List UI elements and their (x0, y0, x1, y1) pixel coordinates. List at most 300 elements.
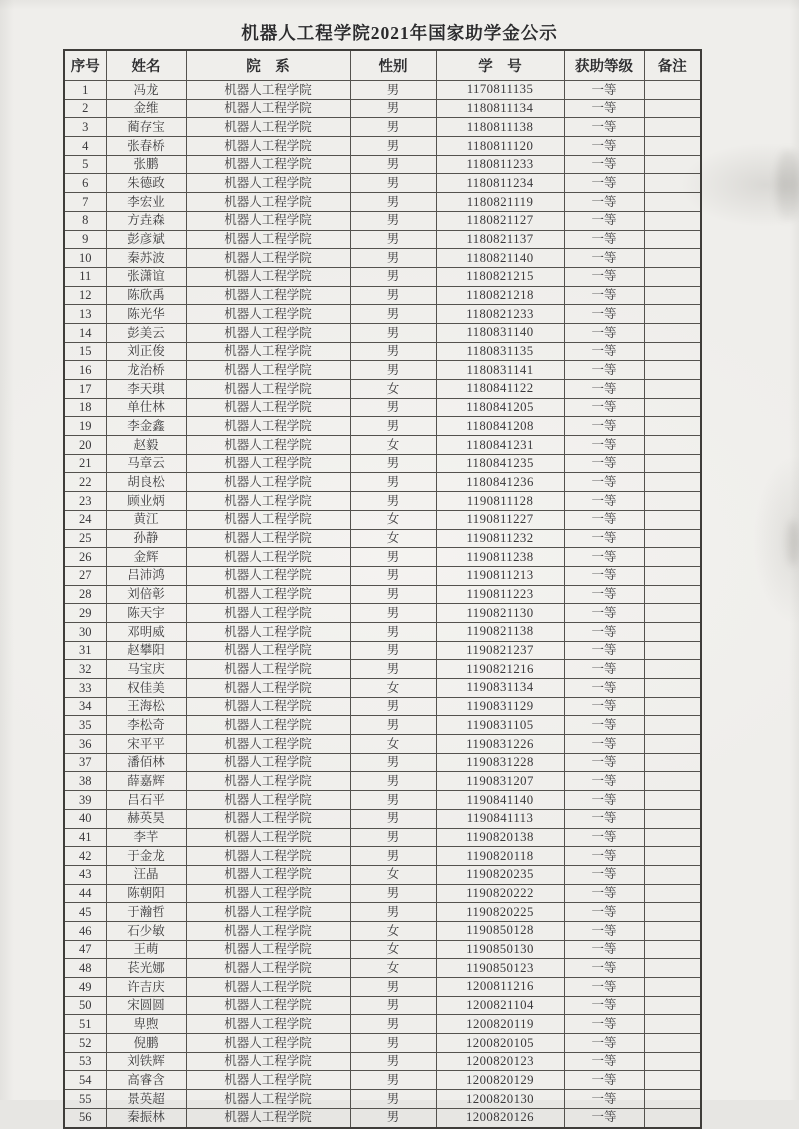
cell-student-id: 1190821216 (436, 660, 564, 679)
cell-index: 13 (64, 305, 106, 324)
table-row (64, 791, 701, 810)
header-cell-grant-level: 获助等级 (564, 50, 644, 81)
cell-name: 金辉 (106, 548, 186, 567)
cell-index: 12 (64, 286, 106, 305)
cell-remark (644, 380, 701, 399)
cell-gender: 男 (350, 1108, 436, 1127)
cell-gender: 男 (350, 641, 436, 660)
header-cell-gender: 性别 (350, 50, 436, 81)
cell-gender: 男 (350, 566, 436, 585)
cell-student-id: 1200811216 (436, 978, 564, 997)
cell-gender: 男 (350, 267, 436, 286)
cell-student-id: 1190811223 (436, 585, 564, 604)
cell-name: 刘正俊 (106, 342, 186, 361)
table-row (64, 267, 701, 286)
cell-gender: 男 (350, 118, 436, 137)
cell-remark (644, 137, 701, 156)
table-row (64, 323, 701, 342)
cell-index: 1 (64, 81, 106, 100)
cell-department: 机器人工程学院 (186, 978, 350, 997)
cell-name: 黄江 (106, 510, 186, 529)
cell-gender: 男 (350, 1090, 436, 1109)
table-row (64, 155, 701, 174)
cell-grant-level: 一等 (564, 791, 644, 810)
cell-index: 43 (64, 865, 106, 884)
table-row (64, 772, 701, 791)
cell-student-id: 1180821119 (436, 193, 564, 212)
table-row (64, 230, 701, 249)
cell-grant-level: 一等 (564, 996, 644, 1015)
cell-student-id: 1180821233 (436, 305, 564, 324)
cell-remark (644, 361, 701, 380)
cell-index: 45 (64, 903, 106, 922)
cell-index: 26 (64, 548, 106, 567)
scan-artifact (787, 520, 799, 566)
cell-grant-level: 一等 (564, 137, 644, 156)
cell-department: 机器人工程学院 (186, 454, 350, 473)
cell-remark (644, 660, 701, 679)
cell-index: 36 (64, 735, 106, 754)
cell-remark (644, 342, 701, 361)
cell-gender: 男 (350, 622, 436, 641)
cell-student-id: 1180821218 (436, 286, 564, 305)
table-row (64, 865, 701, 884)
cell-student-id: 1190850123 (436, 959, 564, 978)
cell-student-id: 1190831228 (436, 753, 564, 772)
cell-name: 彭美云 (106, 323, 186, 342)
cell-student-id: 1190820118 (436, 847, 564, 866)
cell-grant-level: 一等 (564, 772, 644, 791)
cell-gender: 男 (350, 473, 436, 492)
grants-table (63, 49, 702, 1129)
cell-remark (644, 604, 701, 623)
cell-name: 吕沛鸿 (106, 566, 186, 585)
cell-gender: 男 (350, 492, 436, 511)
cell-remark (644, 921, 701, 940)
cell-department: 机器人工程学院 (186, 137, 350, 156)
cell-student-id: 1170811135 (436, 81, 564, 100)
cell-department: 机器人工程学院 (186, 641, 350, 660)
cell-student-id: 1190831134 (436, 679, 564, 698)
cell-grant-level: 一等 (564, 81, 644, 100)
table-row (64, 473, 701, 492)
cell-grant-level: 一等 (564, 622, 644, 641)
cell-remark (644, 267, 701, 286)
table-row (64, 249, 701, 268)
cell-remark (644, 211, 701, 230)
cell-grant-level: 一等 (564, 828, 644, 847)
cell-name: 李天琪 (106, 380, 186, 399)
table-row (64, 996, 701, 1015)
cell-department: 机器人工程学院 (186, 585, 350, 604)
cell-grant-level: 一等 (564, 679, 644, 698)
cell-remark (644, 809, 701, 828)
cell-department: 机器人工程学院 (186, 323, 350, 342)
cell-department: 机器人工程学院 (186, 249, 350, 268)
cell-grant-level: 一等 (564, 847, 644, 866)
table-row (64, 1034, 701, 1053)
page-title: 机器人工程学院2021年国家助学金公示 (241, 23, 558, 43)
cell-gender: 男 (350, 809, 436, 828)
header-cell-student-id: 学 号 (436, 50, 564, 81)
cell-department: 机器人工程学院 (186, 865, 350, 884)
cell-index: 55 (64, 1090, 106, 1109)
cell-grant-level: 一等 (564, 604, 644, 623)
cell-remark (644, 884, 701, 903)
cell-department: 机器人工程学院 (186, 230, 350, 249)
cell-name: 陈天宇 (106, 604, 186, 623)
cell-name: 金维 (106, 99, 186, 118)
cell-index: 49 (64, 978, 106, 997)
cell-gender: 男 (350, 137, 436, 156)
cell-gender: 男 (350, 660, 436, 679)
table-row (64, 622, 701, 641)
cell-name: 方垚森 (106, 211, 186, 230)
cell-remark (644, 81, 701, 100)
cell-student-id: 1180811233 (436, 155, 564, 174)
cell-index: 51 (64, 1015, 106, 1034)
cell-gender: 女 (350, 735, 436, 754)
cell-student-id: 1180831140 (436, 323, 564, 342)
cell-gender: 男 (350, 305, 436, 324)
cell-gender: 男 (350, 996, 436, 1015)
table-row (64, 436, 701, 455)
cell-grant-level: 一等 (564, 267, 644, 286)
cell-grant-level: 一等 (564, 566, 644, 585)
cell-index: 52 (64, 1034, 106, 1053)
cell-remark (644, 454, 701, 473)
cell-name: 朱德政 (106, 174, 186, 193)
table-row (64, 921, 701, 940)
cell-remark (644, 1034, 701, 1053)
cell-grant-level: 一等 (564, 174, 644, 193)
cell-grant-level: 一等 (564, 510, 644, 529)
cell-gender: 男 (350, 847, 436, 866)
cell-name: 刘铁辉 (106, 1052, 186, 1071)
cell-gender: 男 (350, 417, 436, 436)
cell-gender: 男 (350, 249, 436, 268)
cell-index: 35 (64, 716, 106, 735)
cell-grant-level: 一等 (564, 230, 644, 249)
cell-student-id: 1190841113 (436, 809, 564, 828)
cell-index: 28 (64, 585, 106, 604)
table-row (64, 1015, 701, 1034)
cell-index: 11 (64, 267, 106, 286)
cell-department: 机器人工程学院 (186, 1108, 350, 1127)
cell-name: 刘倍彰 (106, 585, 186, 604)
cell-name: 冯龙 (106, 81, 186, 100)
cell-name: 薛嘉辉 (106, 772, 186, 791)
cell-name: 陈朝阳 (106, 884, 186, 903)
cell-index: 29 (64, 604, 106, 623)
cell-student-id: 1190850130 (436, 940, 564, 959)
cell-remark (644, 174, 701, 193)
cell-gender: 男 (350, 585, 436, 604)
cell-gender: 男 (350, 211, 436, 230)
table-row (64, 361, 701, 380)
cell-gender: 男 (350, 978, 436, 997)
cell-department: 机器人工程学院 (186, 492, 350, 511)
cell-remark (644, 193, 701, 212)
cell-department: 机器人工程学院 (186, 305, 350, 324)
cell-gender: 女 (350, 510, 436, 529)
table-row (64, 137, 701, 156)
cell-department: 机器人工程学院 (186, 716, 350, 735)
cell-grant-level: 一等 (564, 865, 644, 884)
cell-grant-level: 一等 (564, 323, 644, 342)
cell-grant-level: 一等 (564, 342, 644, 361)
cell-gender: 男 (350, 697, 436, 716)
cell-department: 机器人工程学院 (186, 660, 350, 679)
cell-remark (644, 529, 701, 548)
cell-student-id: 1180841122 (436, 380, 564, 399)
cell-remark (644, 492, 701, 511)
cell-name: 景英超 (106, 1090, 186, 1109)
cell-name: 李芊 (106, 828, 186, 847)
cell-grant-level: 一等 (564, 492, 644, 511)
table-row (64, 529, 701, 548)
cell-student-id: 1180811138 (436, 118, 564, 137)
table-row (64, 585, 701, 604)
cell-department: 机器人工程学院 (186, 398, 350, 417)
cell-index: 33 (64, 679, 106, 698)
table-row (64, 286, 701, 305)
cell-department: 机器人工程学院 (186, 847, 350, 866)
cell-index: 30 (64, 622, 106, 641)
cell-name: 汪晶 (106, 865, 186, 884)
table-row (64, 660, 701, 679)
cell-department: 机器人工程学院 (186, 193, 350, 212)
cell-department: 机器人工程学院 (186, 940, 350, 959)
cell-department: 机器人工程学院 (186, 417, 350, 436)
cell-department: 机器人工程学院 (186, 566, 350, 585)
cell-grant-level: 一等 (564, 118, 644, 137)
cell-student-id: 1180841205 (436, 398, 564, 417)
cell-gender: 男 (350, 1052, 436, 1071)
cell-grant-level: 一等 (564, 454, 644, 473)
cell-name: 吕石平 (106, 791, 186, 810)
cell-name: 马宝庆 (106, 660, 186, 679)
cell-student-id: 1200820130 (436, 1090, 564, 1109)
table-row (64, 903, 701, 922)
cell-department: 机器人工程学院 (186, 1034, 350, 1053)
table-row (64, 809, 701, 828)
header-cell-index: 序号 (64, 50, 106, 81)
cell-remark (644, 772, 701, 791)
cell-index: 32 (64, 660, 106, 679)
cell-gender: 男 (350, 753, 436, 772)
cell-remark (644, 155, 701, 174)
cell-name: 孙静 (106, 529, 186, 548)
cell-gender: 男 (350, 361, 436, 380)
cell-grant-level: 一等 (564, 548, 644, 567)
cell-index: 41 (64, 828, 106, 847)
cell-gender: 男 (350, 230, 436, 249)
cell-grant-level: 一等 (564, 1015, 644, 1034)
header-cell-name: 姓名 (106, 50, 186, 81)
cell-student-id: 1180831141 (436, 361, 564, 380)
table-row (64, 679, 701, 698)
cell-name: 单仕林 (106, 398, 186, 417)
cell-grant-level: 一等 (564, 436, 644, 455)
cell-index: 19 (64, 417, 106, 436)
cell-remark (644, 473, 701, 492)
table-row (64, 380, 701, 399)
cell-index: 14 (64, 323, 106, 342)
cell-gender: 男 (350, 772, 436, 791)
cell-department: 机器人工程学院 (186, 828, 350, 847)
cell-name: 李宏业 (106, 193, 186, 212)
table-row (64, 193, 701, 212)
cell-remark (644, 791, 701, 810)
cell-remark (644, 865, 701, 884)
cell-grant-level: 一等 (564, 529, 644, 548)
cell-index: 40 (64, 809, 106, 828)
cell-student-id: 1190831226 (436, 735, 564, 754)
scan-artifact (777, 150, 799, 220)
cell-remark (644, 716, 701, 735)
cell-index: 17 (64, 380, 106, 399)
cell-index: 34 (64, 697, 106, 716)
cell-student-id: 1180821127 (436, 211, 564, 230)
cell-remark (644, 622, 701, 641)
cell-index: 24 (64, 510, 106, 529)
cell-student-id: 1190811213 (436, 566, 564, 585)
cell-name: 卑煦 (106, 1015, 186, 1034)
cell-index: 47 (64, 940, 106, 959)
cell-name: 苌光娜 (106, 959, 186, 978)
table-row (64, 1108, 701, 1127)
cell-department: 机器人工程学院 (186, 959, 350, 978)
cell-remark (644, 398, 701, 417)
cell-gender: 男 (350, 81, 436, 100)
cell-gender: 女 (350, 529, 436, 548)
cell-name: 顾业炳 (106, 492, 186, 511)
cell-department: 机器人工程学院 (186, 1052, 350, 1071)
cell-student-id: 1200820119 (436, 1015, 564, 1034)
table-row (64, 99, 701, 118)
cell-grant-level: 一等 (564, 1108, 644, 1127)
cell-department: 机器人工程学院 (186, 996, 350, 1015)
cell-remark (644, 1108, 701, 1127)
cell-index: 56 (64, 1108, 106, 1127)
cell-grant-level: 一等 (564, 249, 644, 268)
table-row (64, 174, 701, 193)
cell-index: 38 (64, 772, 106, 791)
cell-department: 机器人工程学院 (186, 267, 350, 286)
table-row (64, 1071, 701, 1090)
cell-index: 27 (64, 566, 106, 585)
table-row (64, 959, 701, 978)
cell-name: 马章云 (106, 454, 186, 473)
cell-department: 机器人工程学院 (186, 604, 350, 623)
table-row (64, 940, 701, 959)
header-cell-remark: 备注 (644, 50, 701, 81)
cell-grant-level: 一等 (564, 809, 644, 828)
cell-gender: 男 (350, 398, 436, 417)
cell-grant-level: 一等 (564, 585, 644, 604)
cell-gender: 男 (350, 1015, 436, 1034)
cell-department: 机器人工程学院 (186, 529, 350, 548)
cell-grant-level: 一等 (564, 305, 644, 324)
cell-name: 权佳美 (106, 679, 186, 698)
cell-gender: 女 (350, 436, 436, 455)
cell-student-id: 1180841231 (436, 436, 564, 455)
cell-student-id: 1190850128 (436, 921, 564, 940)
cell-student-id: 1200820123 (436, 1052, 564, 1071)
cell-department: 机器人工程学院 (186, 174, 350, 193)
table-header (64, 50, 701, 81)
cell-student-id: 1190811238 (436, 548, 564, 567)
cell-index: 18 (64, 398, 106, 417)
cell-gender: 女 (350, 921, 436, 940)
cell-grant-level: 一等 (564, 660, 644, 679)
cell-name: 龙治桥 (106, 361, 186, 380)
header-cell-department: 院 系 (186, 50, 350, 81)
cell-department: 机器人工程学院 (186, 697, 350, 716)
cell-index: 48 (64, 959, 106, 978)
cell-grant-level: 一等 (564, 903, 644, 922)
header-row (64, 50, 701, 81)
cell-remark (644, 679, 701, 698)
cell-remark (644, 417, 701, 436)
cell-gender: 男 (350, 604, 436, 623)
cell-gender: 男 (350, 286, 436, 305)
cell-index: 50 (64, 996, 106, 1015)
cell-department: 机器人工程学院 (186, 118, 350, 137)
cell-remark (644, 548, 701, 567)
cell-grant-level: 一等 (564, 1052, 644, 1071)
cell-remark (644, 566, 701, 585)
cell-index: 9 (64, 230, 106, 249)
cell-remark (644, 305, 701, 324)
cell-name: 李松奇 (106, 716, 186, 735)
table-row (64, 828, 701, 847)
cell-remark (644, 697, 701, 716)
cell-name: 赵攀阳 (106, 641, 186, 660)
cell-department: 机器人工程学院 (186, 1071, 350, 1090)
cell-index: 46 (64, 921, 106, 940)
cell-student-id: 1180811234 (436, 174, 564, 193)
cell-department: 机器人工程学院 (186, 735, 350, 754)
cell-student-id: 1180821140 (436, 249, 564, 268)
cell-remark (644, 510, 701, 529)
cell-grant-level: 一等 (564, 753, 644, 772)
cell-index: 44 (64, 884, 106, 903)
cell-name: 王萌 (106, 940, 186, 959)
cell-student-id: 1180841236 (436, 473, 564, 492)
cell-name: 陈光华 (106, 305, 186, 324)
cell-remark (644, 436, 701, 455)
cell-grant-level: 一等 (564, 921, 644, 940)
cell-name: 张潇谊 (106, 267, 186, 286)
cell-grant-level: 一等 (564, 641, 644, 660)
cell-index: 15 (64, 342, 106, 361)
cell-student-id: 1190831207 (436, 772, 564, 791)
table-row (64, 417, 701, 436)
cell-name: 于金龙 (106, 847, 186, 866)
cell-index: 37 (64, 753, 106, 772)
cell-student-id: 1180821215 (436, 267, 564, 286)
cell-gender: 女 (350, 679, 436, 698)
cell-index: 16 (64, 361, 106, 380)
cell-name: 赵毅 (106, 436, 186, 455)
cell-name: 王海松 (106, 697, 186, 716)
cell-student-id: 1190820225 (436, 903, 564, 922)
cell-gender: 男 (350, 99, 436, 118)
cell-grant-level: 一等 (564, 473, 644, 492)
cell-index: 7 (64, 193, 106, 212)
